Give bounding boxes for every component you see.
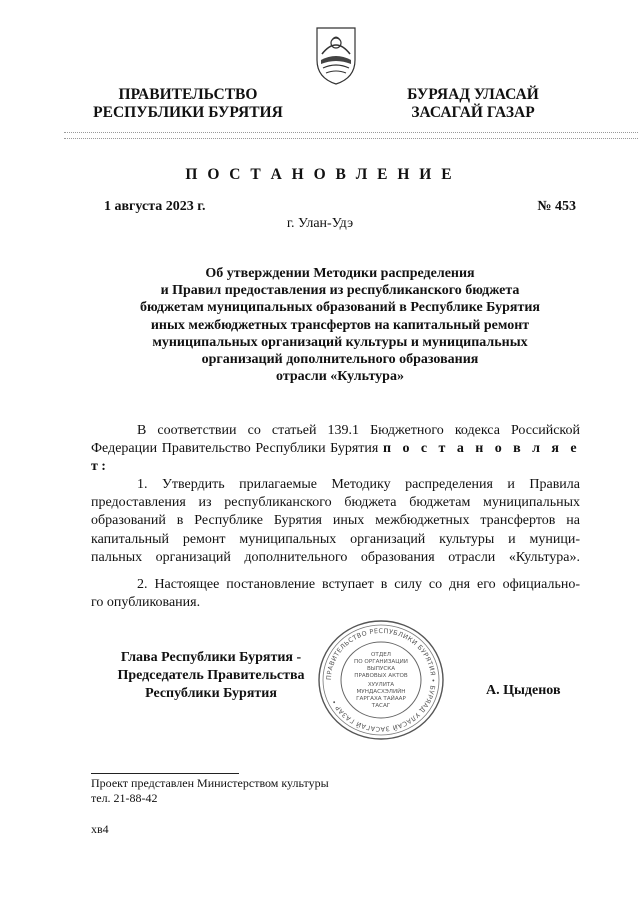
signatory-name: А. Цыденов — [486, 683, 561, 698]
seal-center-line: ГАРГАХА ТАЙААР — [356, 696, 406, 702]
seal-center-line: МУНДАСХЭЛИЙН — [356, 689, 406, 695]
intro-line: В соответствии со статьей 139.1 Бюджетного кодекса Российской — [137, 423, 580, 438]
title-line: организаций дополнительного образования — [201, 352, 479, 368]
official-seal-icon — [316, 618, 446, 742]
document-date: 1 августа 2023 г. — [104, 199, 206, 214]
paragraph-line: образований в Республике Бурятия иных межбюджетных трансфертов на — [91, 513, 580, 529]
paragraph-line: предоставления из республиканского бюджета бюджетам муниципальных — [91, 495, 580, 511]
paragraph-line: 1. Утвердить прилагаемые Методику распределения и Правила — [137, 477, 580, 492]
paragraph-line: 2. Настоящее постановление вступает в силу со дня его официально- — [137, 577, 580, 592]
paragraph-line: капитальный ремонт муниципальных организаций культуры и муници- — [91, 531, 580, 547]
document-title — [90, 265, 590, 385]
intro-paragraph — [91, 422, 580, 477]
intro-line-2 — [91, 440, 580, 476]
document-city: г. Улан-Удэ — [286, 216, 354, 231]
header-government-bua — [380, 86, 566, 122]
buryatia-coat-of-arms-icon — [313, 24, 359, 86]
seal-center-line: ПРАВОВЫХ АКТОВ — [354, 673, 408, 679]
title-line: и Правил предоставления из республиканского бюджета — [160, 283, 520, 299]
intro-prefix: Федерации Правительство Республики Бурятия — [91, 441, 379, 457]
document-code: хв4 — [91, 822, 109, 836]
svg-text:ПРАВИТЕЛЬСТВО РЕСПУБЛИКИ БУРЯТ — [325, 627, 437, 733]
footnote-line: Проект представлен Министерством культуры — [91, 776, 329, 790]
header-divider-bottom — [64, 138, 638, 139]
title-line: отрасли «Культура» — [276, 369, 404, 385]
paragraph-1 — [91, 476, 580, 567]
title-line: муниципальных организаций культуры и муниципальных — [152, 334, 528, 350]
signatory-title-line: Глава Республики Бурятия - — [120, 650, 302, 665]
title-line: бюджетам муниципальных образований в Республике Бурятия — [140, 300, 540, 316]
header-left-line2: РЕСПУБЛИКИ БУРЯТИЯ — [93, 104, 283, 121]
document-number: № 453 — [537, 199, 576, 214]
footnote — [91, 776, 329, 806]
paragraph-line: го опубликования. — [91, 595, 201, 611]
signatory-title — [96, 649, 326, 703]
header-divider-top — [64, 132, 638, 133]
header-right-line2: ЗАСАГАЙ ГАЗАР — [411, 104, 535, 121]
header-government-ru — [88, 86, 288, 122]
footnote-divider — [91, 773, 239, 774]
seal-center-line: ТАСАГ — [371, 703, 391, 709]
footnote-line: тел. 21-88-42 — [91, 791, 158, 805]
signatory-title-line: Председатель Правительства — [117, 668, 305, 683]
signatory-title-line: Республики Бурятия — [145, 686, 277, 701]
decree-word: п о с т а н о в л я е т: — [91, 441, 581, 475]
seal-center-line: ХУУЛИТА — [367, 682, 395, 688]
title-line: Об утверждении Методики распределения — [205, 266, 475, 281]
seal-center-line: ПО ОРГАНИЗАЦИИ — [354, 659, 408, 665]
seal-center-line: ВЫПУСКА — [366, 666, 396, 672]
paragraph-line: пальных организаций дополнительного образования отрасли «Культура». — [91, 549, 580, 565]
header-right-line1: БУРЯАД УЛАСАЙ — [407, 86, 539, 103]
seal-ring-text: ПРАВИТЕЛЬСТВО РЕСПУБЛИКИ БУРЯТИЯ • БУРЯАД УЛАСАЙ ЗАСАГАЙ ГАЗАР • — [324, 626, 438, 734]
paragraph-2 — [91, 576, 580, 612]
header-left-line1: ПРАВИТЕЛЬСТВО — [118, 86, 258, 103]
document-type: П О С Т А Н О В Л Е Н И Е — [185, 166, 455, 183]
title-line: иных межбюджетных трансфертов на капитальный ремонт — [150, 317, 530, 333]
seal-center-line: ОТДЕЛ — [371, 652, 391, 658]
